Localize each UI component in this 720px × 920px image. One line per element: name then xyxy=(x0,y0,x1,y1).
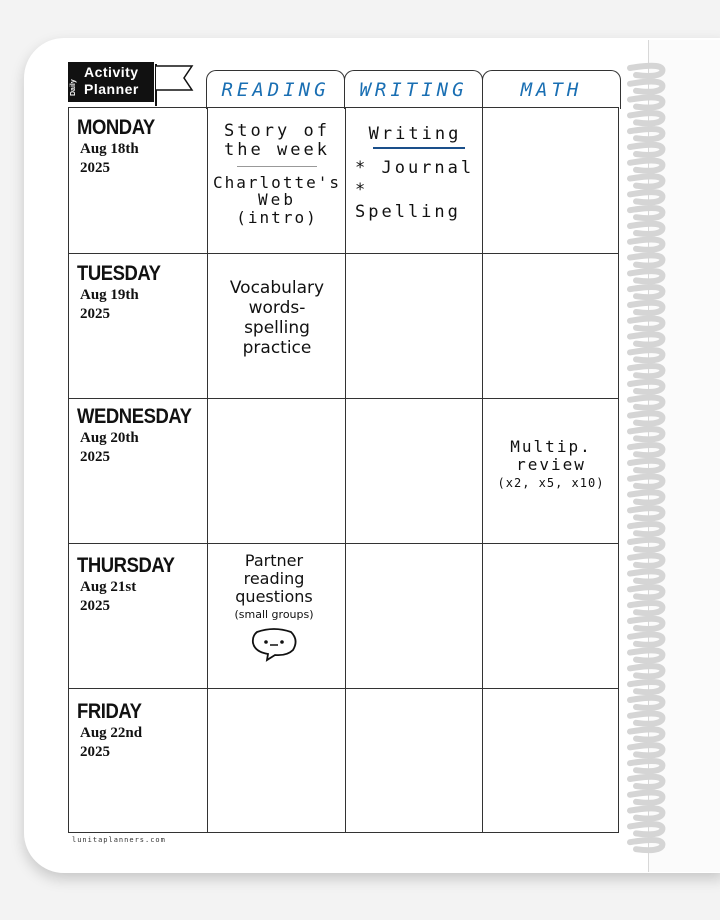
entry-line: Charlotte's xyxy=(213,173,341,192)
spiral-coil xyxy=(630,224,662,234)
spiral-coil xyxy=(630,303,662,313)
day-wednesday xyxy=(77,405,207,467)
entry-line: (small groups) xyxy=(234,608,314,621)
row-divider xyxy=(69,253,618,254)
entry-line: spelling xyxy=(244,318,310,338)
brand-logo xyxy=(68,62,154,102)
row-divider xyxy=(69,398,618,399)
spiral-coil xyxy=(630,398,662,408)
day-name: MONDAY xyxy=(77,116,155,139)
footer-url: lunitaplanners.com xyxy=(72,836,166,844)
spiral-coil xyxy=(630,777,662,787)
day-date: Aug 20th xyxy=(80,430,139,446)
spiral-coil xyxy=(630,113,662,123)
day-date: Aug 22nd xyxy=(80,725,143,741)
entry-monday-reading xyxy=(209,122,345,227)
brand-line2: Planner xyxy=(84,81,139,97)
planner-grid xyxy=(68,107,619,833)
spiral-coil xyxy=(630,445,662,455)
entry-title: Writing xyxy=(368,124,462,144)
spiral-coil xyxy=(630,635,662,645)
spiral-coil xyxy=(630,650,662,660)
spiral-coil xyxy=(630,161,662,171)
spiral-coil xyxy=(630,271,662,281)
day-name: FRIDAY xyxy=(77,700,142,723)
spiral-coil xyxy=(630,603,662,613)
day-date: Aug 21st xyxy=(80,579,137,595)
entry-line: Vocabulary xyxy=(229,278,325,298)
spiral-coil xyxy=(630,840,662,850)
spiral-binding xyxy=(626,60,670,860)
spiral-coil xyxy=(630,287,662,297)
spiral-coil xyxy=(630,761,662,771)
entry-line: words- xyxy=(248,298,306,318)
entry-divider xyxy=(237,166,317,167)
spiral-coil xyxy=(630,129,662,139)
spiral-coil xyxy=(630,729,662,739)
spiral-coil xyxy=(630,745,662,755)
entry-line: practice xyxy=(242,338,312,358)
spiral-coil xyxy=(630,793,662,803)
tab-writing: WRITING xyxy=(344,70,483,109)
spiral-coil xyxy=(630,524,662,534)
column-divider xyxy=(345,108,346,832)
day-year: 2025 xyxy=(80,598,110,614)
spiral-coil xyxy=(630,619,662,629)
spiral-coil xyxy=(630,319,662,329)
spiral-coil xyxy=(630,350,662,360)
spiral-coil xyxy=(630,145,662,155)
entry-tuesday-reading xyxy=(209,278,345,358)
spiral-coil xyxy=(630,429,662,439)
day-thursday xyxy=(77,554,188,616)
entry-monday-writing xyxy=(347,123,483,223)
day-year: 2025 xyxy=(80,449,110,465)
entry-line: reading xyxy=(243,569,305,588)
day-friday xyxy=(77,700,150,762)
day-name: THURSDAY xyxy=(77,554,175,577)
brand-line1: Activity xyxy=(84,64,139,80)
spiral-coil xyxy=(630,208,662,218)
row-divider xyxy=(69,543,618,544)
spiral-coil xyxy=(630,540,662,550)
column-divider xyxy=(207,108,208,832)
spiral-coil xyxy=(630,508,662,518)
spiral-coil xyxy=(630,808,662,818)
spiral-coil xyxy=(630,366,662,376)
entry-line: Web xyxy=(258,190,296,209)
row-divider xyxy=(69,688,618,689)
entry-line: (x2, x5, x10) xyxy=(497,476,605,490)
entry-line: Partner xyxy=(244,551,304,570)
entry-thursday-reading xyxy=(209,552,339,664)
spiral-coil xyxy=(630,461,662,471)
spiral-coil xyxy=(630,334,662,344)
entry-line: questions xyxy=(235,587,313,606)
day-year: 2025 xyxy=(80,160,110,176)
flag-icon xyxy=(154,62,194,106)
entry-line: (intro) xyxy=(236,208,318,227)
spiral-coil xyxy=(630,666,662,676)
day-monday xyxy=(77,116,165,178)
spiral-coil xyxy=(630,413,662,423)
entry-line: Multip. xyxy=(510,437,592,456)
entry-line: * Spelling xyxy=(355,180,461,222)
day-date: Aug 19th xyxy=(80,287,139,303)
spiral-coil xyxy=(630,587,662,597)
spiral-coil xyxy=(630,82,662,92)
day-tuesday xyxy=(77,262,172,324)
day-year: 2025 xyxy=(80,744,110,760)
tab-math: MATH xyxy=(482,70,621,109)
entry-underline xyxy=(373,147,465,149)
brand-daily: Daily xyxy=(70,79,77,96)
entry-line: Story of xyxy=(224,121,330,141)
entry-line: the week xyxy=(224,140,330,160)
spiral-coil xyxy=(630,240,662,250)
entry-line: review xyxy=(516,455,586,474)
tab-reading: READING xyxy=(206,70,345,109)
spiral-coil xyxy=(630,97,662,107)
day-year: 2025 xyxy=(80,306,110,322)
spiral-coil xyxy=(630,382,662,392)
spiral-coil xyxy=(630,66,662,76)
spiral-coil xyxy=(630,698,662,708)
day-name: WEDNESDAY xyxy=(77,405,192,428)
speech-bubble-face-icon xyxy=(249,628,299,664)
spiral-coil xyxy=(630,255,662,265)
spiral-coil xyxy=(630,192,662,202)
spiral-coil xyxy=(630,571,662,581)
spiral-coil xyxy=(630,824,662,834)
spiral-coil xyxy=(630,176,662,186)
day-date: Aug 18th xyxy=(80,141,139,157)
day-name: TUESDAY xyxy=(77,262,161,285)
entry-line: * Journal xyxy=(355,158,475,178)
spiral-coil xyxy=(630,714,662,724)
spiral-coil xyxy=(630,492,662,502)
spiral-coil xyxy=(630,477,662,487)
spiral-coil xyxy=(630,682,662,692)
entry-wednesday-math xyxy=(483,438,619,492)
spiral-coil xyxy=(630,556,662,566)
